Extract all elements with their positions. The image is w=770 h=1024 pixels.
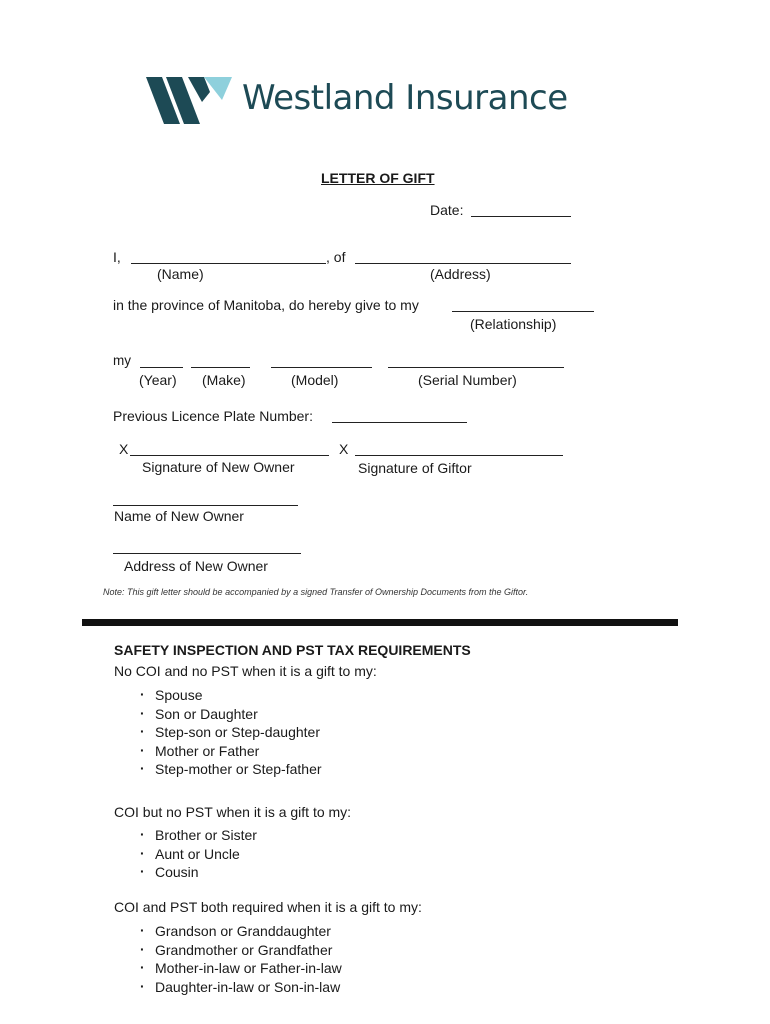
name-new-owner-caption: Name of New Owner [114,508,244,524]
make-caption: (Make) [202,372,246,388]
list-item: · Grandmother or Grandfather [137,941,342,960]
group2-heading: COI but no PST when it is a gift to my: [114,804,352,820]
my-label: my [113,353,131,368]
list-item: · Spouse [137,686,322,705]
list-item: · Step-son or Step-daughter [137,723,322,742]
note-text: Note: This gift letter should be accompanied by a signed Transfer of Ownership Documents from the Giftor. [103,587,529,597]
giftor-signature-line[interactable] [355,455,563,456]
new-owner-signature-line[interactable] [130,455,329,456]
x-mark-new-owner: X [119,441,129,457]
safety-title: SAFETY INSPECTION AND PST TAX REQUIREMENTS [114,642,471,658]
list-item: · Mother-in-law or Father-in-law [137,959,342,978]
model-caption: (Model) [291,372,339,388]
year-caption: (Year) [139,372,177,388]
list-item: · Brother or Sister [137,826,257,845]
serial-line[interactable] [388,367,564,368]
list-item: · Aunt or Uncle [137,845,257,864]
address-new-owner-caption: Address of New Owner [124,558,268,574]
logo [146,74,616,128]
section-divider [82,619,678,626]
group1-list [137,686,322,779]
westland-w-logo-icon [146,74,232,128]
group1-heading: No COI and no PST when it is a gift to my: [114,663,377,679]
giftor-signature-caption: Signature of Giftor [358,460,472,476]
group2-list [137,826,257,882]
page-title: LETTER OF GIFT [321,170,435,186]
plate-line[interactable] [332,422,467,423]
i-label: I, [113,249,121,265]
name-caption: (Name) [157,266,204,282]
year-line[interactable] [140,367,183,368]
list-item: · Grandson or Granddaughter [137,922,342,941]
x-mark-giftor: X [339,441,349,457]
relationship-caption: (Relationship) [470,316,557,332]
model-line[interactable] [271,367,372,368]
name-new-owner-line[interactable] [113,505,298,506]
list-item: · Daughter-in-law or Son-in-law [137,978,342,997]
address-new-owner-line[interactable] [113,553,301,554]
date-line[interactable] [471,216,571,217]
logo-text: Westland Insurance [242,78,568,118]
plate-label: Previous Licence Plate Number: [113,408,313,424]
serial-caption: (Serial Number) [418,372,517,388]
of-label: , of [326,249,346,265]
list-item: · Mother or Father [137,742,322,761]
province-text: in the province of Manitoba, do hereby give to my [113,297,419,313]
list-item: · Step-mother or Step-father [137,760,322,779]
group3-list [137,922,342,996]
address-line[interactable] [355,263,571,264]
group3-heading: COI and PST both required when it is a gift to my: [114,899,422,915]
date-label: Date: [430,202,464,218]
new-owner-signature-caption: Signature of New Owner [142,459,295,475]
list-item: · Cousin [137,863,257,882]
relationship-line[interactable] [452,311,594,312]
list-item: · Son or Daughter [137,705,322,724]
address-caption: (Address) [430,266,491,282]
make-line[interactable] [191,367,250,368]
name-line[interactable] [131,263,326,264]
